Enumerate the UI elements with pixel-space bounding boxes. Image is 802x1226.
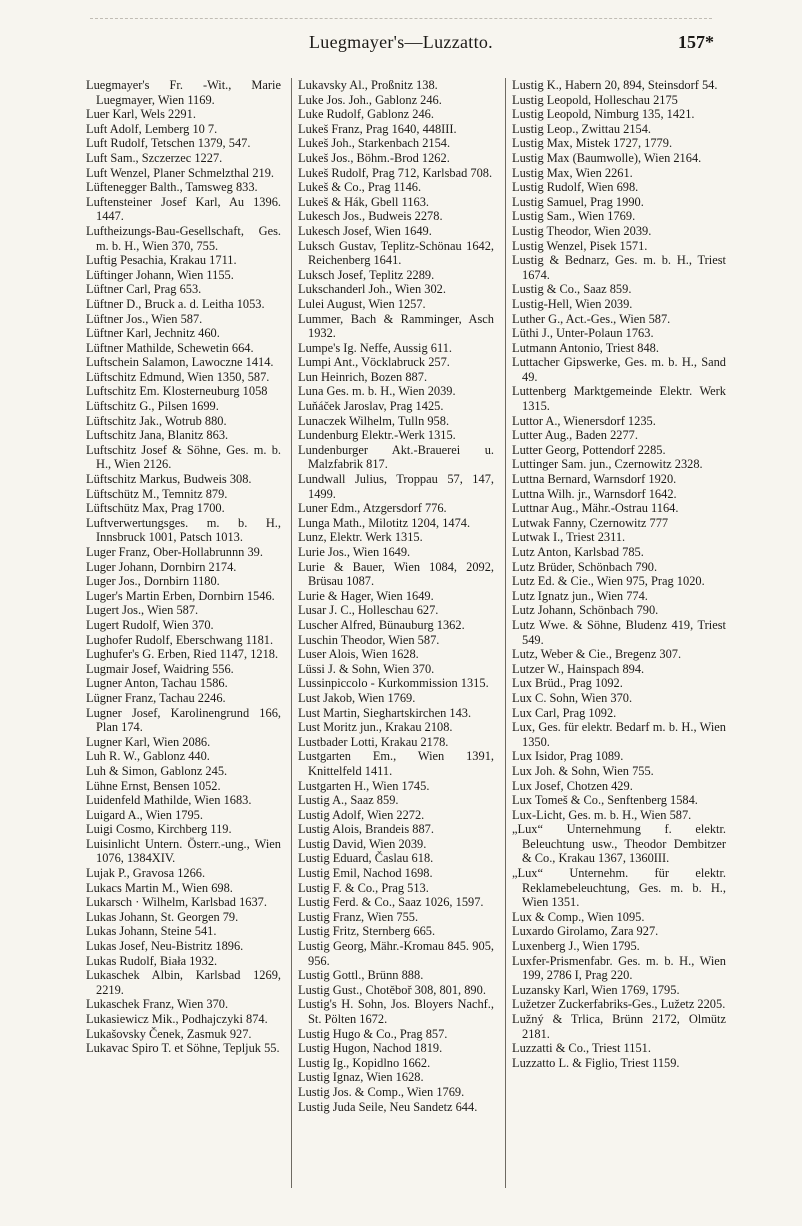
directory-entry: Lugner Anton, Tachau 1586. xyxy=(86,676,228,691)
directory-entry: Lukesch Jos., Budweis 2278. xyxy=(298,209,443,224)
directory-entry: Luftheizungs-Bau-Gesellschaft, Ges. m. b. H., Wien 370, 755. xyxy=(86,223,281,253)
directory-entry: Luidenfeld Mathilde, Wien 1683. xyxy=(86,793,252,808)
directory-entry: Lüssi J. & Sohn, Wien 370. xyxy=(298,661,435,676)
directory-entry: Luscher Alfred, Bünauburg 1362. xyxy=(298,617,465,632)
directory-entry: Lundenburger Akt.-Brauerei u. Malzfabrik 817. xyxy=(298,442,494,472)
directory-entry: Lutz Ignatz jun., Wien 774. xyxy=(512,588,648,603)
directory-entry: Lustig Ig., Kopidlno 1662. xyxy=(298,1055,431,1070)
directory-entry: Lüthi J., Unter-Polaun 1763. xyxy=(512,326,654,341)
directory-entry: Luegmayer's Fr. -Wit., Marie Luegmayer, Wien 1169. xyxy=(86,78,281,107)
directory-entry: Luzansky Karl, Wien 1769, 1795. xyxy=(512,982,680,997)
directory-entry: Luttor A., Wienersdorf 1235. xyxy=(512,413,656,428)
directory-entry: Lux Carl, Prag 1092. xyxy=(512,705,617,720)
directory-entry: Lustig Emil, Nachod 1698. xyxy=(298,866,433,881)
page-header xyxy=(0,30,802,56)
directory-entry: Luftverwertungsges. m. b. H., Innsbruck 1001, Patsch 1013. xyxy=(86,515,281,545)
directory-entry: Luzzatto L. & Figlio, Triest 1159. xyxy=(512,1055,680,1070)
directory-entry: Lutz, Weber & Cie., Bregenz 307. xyxy=(512,647,682,662)
directory-entry: Lustig & Bednarz, Ges. m. b. H., Triest 1674. xyxy=(512,253,726,282)
column-1 xyxy=(86,78,281,1198)
directory-entry: Lustig Samuel, Prag 1990. xyxy=(512,194,644,209)
directory-entry: Lulei August, Wien 1257. xyxy=(298,296,426,311)
directory-entry: „Lux“ Unternehmung f. elektr. Beleuchtung usw., Theodor Dembitzer & Co., Krakau 1367, 1360III. xyxy=(512,822,726,866)
directory-entry: Luner Edm., Atzgersdorf 776. xyxy=(298,501,447,516)
directory-entry: Luke Rudolf, Gablonz 246. xyxy=(298,107,434,122)
directory-entry: Lustig Max, Wien 2261. xyxy=(512,165,633,180)
directory-entry: Lutzer W., Hainspach 894. xyxy=(512,661,645,676)
directory-entry: Lustig Ferd. & Co., Saaz 1026, 1597. xyxy=(298,895,484,910)
directory-entry: Lunga Math., Milotitz 1204, 1474. xyxy=(298,515,471,530)
directory-entry: Lukeš & Hák, Gbell 1163. xyxy=(298,194,429,209)
directory-entry: Lužný & Trlica, Brünn 2172, Olmütz 2181. xyxy=(512,1012,726,1041)
directory-entry: Lugmair Josef, Waidring 556. xyxy=(86,661,234,676)
directory-entry: Lukeš Franz, Prag 1640, 448III. xyxy=(298,121,457,136)
directory-entry: Lustig Alois, Brandeis 887. xyxy=(298,822,434,837)
column-divider xyxy=(291,78,292,1188)
directory-entry: Lutmann Antonio, Triest 848. xyxy=(512,340,659,355)
directory-entry: Lux Joh. & Sohn, Wien 755. xyxy=(512,763,654,778)
directory-entry: Lust Martin, Sieghartskirchen 143. xyxy=(298,705,472,720)
directory-entry: Lux Isidor, Prag 1089. xyxy=(512,749,624,764)
page-number: 157* xyxy=(678,32,714,52)
directory-entry: Lundenburg Elektr.-Werk 1315. xyxy=(298,428,456,443)
directory-entry: Luer Karl, Wels 2291. xyxy=(86,107,196,122)
directory-entry: Lummer, Bach & Ramminger, Asch 1932. xyxy=(298,311,494,341)
directory-entry: Lutz Ed. & Cie., Wien 975, Prag 1020. xyxy=(512,574,705,589)
directory-entry: Lukaschek Franz, Wien 370. xyxy=(86,997,229,1012)
column-3 xyxy=(512,78,726,1198)
directory-entry: Luft Sam., Szczerzec 1227. xyxy=(86,150,223,165)
directory-entry: Lust Jakob, Wien 1769. xyxy=(298,690,416,705)
directory-entry: Lukasiewicz Mik., Podhajczyki 874. xyxy=(86,1012,268,1026)
directory-entry: Lukacs Martin M., Wien 698. xyxy=(86,880,233,895)
directory-entry: Luft Adolf, Lemberg 10 7. xyxy=(86,121,218,136)
directory-entry: Luzzatti & Co., Triest 1151. xyxy=(512,1041,651,1056)
directory-entry: Lughofer Rudolf, Eberschwang 1181. xyxy=(86,632,274,647)
directory-entry: Lux C. Sohn, Wien 370. xyxy=(512,690,633,705)
directory-entry: Luisinlicht Untern. Österr.-ung., Wien 1076, 1384XIV. xyxy=(86,836,281,866)
directory-entry: Luke Jos. Joh., Gablonz 246. xyxy=(298,92,442,107)
directory-entry: Lux Tomeš & Co., Senftenberg 1584. xyxy=(512,793,698,808)
directory-entry: Lundwall Julius, Troppau 57, 147, 1499. xyxy=(298,472,494,501)
directory-entry: Luttna Bernard, Warnsdorf 1920. xyxy=(512,472,677,487)
directory-entry: Lumpe's Ig. Neffe, Aussig 611. xyxy=(298,340,452,355)
directory-entry: Luftschitz Jana, Blanitz 863. xyxy=(86,428,229,443)
directory-entry: Lukaschek Albin, Karlsbad 1269, 2219. xyxy=(86,968,281,997)
directory-entry: Luigard A., Wien 1795. xyxy=(86,807,203,822)
directory-entry: Lustig David, Wien 2039. xyxy=(298,836,427,851)
directory-entry: Lutter Aug., Baden 2277. xyxy=(512,428,638,443)
directory-entry: Lüftner Mathilde, Schewetin 664. xyxy=(86,340,254,355)
directory-entry: Luttinger Sam. jun., Czernowitz 2328. xyxy=(512,457,703,472)
directory-entry: Lutz Brüder, Schönbach 790. xyxy=(512,559,658,574)
directory-entry: Lux & Comp., Wien 1095. xyxy=(512,909,645,924)
directory-entry: Lüftschütz M., Temnitz 879. xyxy=(86,486,228,501)
directory-entry: Lujak P., Gravosa 1266. xyxy=(86,866,206,881)
directory-entry: Lüftschitz G., Pilsen 1699. xyxy=(86,399,219,414)
directory-entry: Lustig Theodor, Wien 2039. xyxy=(512,223,652,238)
directory-entry: Luxfer-Prismenfabr. Ges. m. b. H., Wien 199, 2786 I, Prag 220. xyxy=(512,953,726,983)
directory-entry: Luftig Pesachia, Krakau 1711. xyxy=(86,253,237,268)
directory-entry: Lutz Anton, Karlsbad 785. xyxy=(512,545,644,559)
directory-entry: Lühne Ernst, Bensen 1052. xyxy=(86,778,221,793)
directory-entry: Lustig Gust., Chotěboř 308, 801, 890. xyxy=(298,982,486,997)
directory-entry: Luttnar Aug., Mähr.-Ostrau 1164. xyxy=(512,501,679,516)
directory-entry: Luger Johann, Dornbirn 2174. xyxy=(86,559,237,574)
directory-entry: Lutz Johann, Schönbach 790. xyxy=(512,603,659,618)
directory-entry: Lustig Eduard, Časlau 618. xyxy=(298,851,434,866)
directory-entry: Luger's Martin Erben, Dornbirn 1546. xyxy=(86,588,275,603)
directory-entry: Lustig Fritz, Sternberg 665. xyxy=(298,924,436,939)
directory-entry: Luxardo Girolamo, Zara 927. xyxy=(512,924,659,939)
directory-entry: Lukavsky Al., Proßnitz 138. xyxy=(298,78,438,92)
directory-entry: Lustig Adolf, Wien 2272. xyxy=(298,807,425,822)
directory-entry: Lustig Sam., Wien 1769. xyxy=(512,209,636,224)
directory-entry: Lux, Ges. für elektr. Bedarf m. b. H., Wien 1350. xyxy=(512,720,726,749)
directory-entry: Lurie & Hager, Wien 1649. xyxy=(298,588,434,603)
directory-entry: Lustig Hugon, Nachod 1819. xyxy=(298,1041,443,1056)
directory-entry: Lustig F. & Co., Prag 513. xyxy=(298,880,429,895)
directory-columns xyxy=(86,78,726,1198)
directory-entry: Luftensteiner Josef Karl, Au 1396. 1447. xyxy=(86,194,281,224)
directory-entry: Lutwak Fanny, Czernowitz 777 xyxy=(512,515,669,530)
directory-entry: Lüftschitz Jak., Wotrub 880. xyxy=(86,413,227,428)
directory-entry: Lukarsch · Wilhelm, Karlsbad 1637. xyxy=(86,895,267,910)
directory-entry: Lustig-Hell, Wien 2039. xyxy=(512,296,633,311)
directory-entry: Lukeš Rudolf, Prag 712, Karlsbad 708. xyxy=(298,165,493,180)
directory-entry: Lurie & Bauer, Wien 1084, 2092, Brüsau 1087. xyxy=(298,559,494,589)
directory-entry: Lun Heinrich, Bozen 887. xyxy=(298,369,428,384)
directory-entry: Lüftner Karl, Jechnitz 460. xyxy=(86,326,220,341)
directory-entry: Lüftenegger Balth., Tamsweg 833. xyxy=(86,180,258,195)
directory-entry: Lutwak I., Triest 2311. xyxy=(512,530,626,545)
directory-entry: Lustbader Lotti, Krakau 2178. xyxy=(298,734,449,749)
directory-entry: Lustig Leopold, Holleschau 2175 xyxy=(512,92,678,107)
directory-entry: Lugner Karl, Wien 2086. xyxy=(86,734,211,749)
directory-entry: Lustig's H. Sohn, Jos. Bloyers Nachf., St. Pölten 1672. xyxy=(298,997,494,1026)
directory-entry: Lustig Rudolf, Wien 698. xyxy=(512,180,639,195)
directory-entry: Lüftner D., Bruck a. d. Leitha 1053. xyxy=(86,296,265,311)
directory-entry: Lurie Jos., Wien 1649. xyxy=(298,545,411,559)
directory-entry: Lustgarten H., Wien 1745. xyxy=(298,778,430,793)
directory-entry: Lughufer's G. Erben, Ried 1147, 1218. xyxy=(86,647,279,662)
directory-entry: Lukeš Jos., Böhm.-Brod 1262. xyxy=(298,150,450,165)
directory-entry: Lustig Max (Baumwolle), Wien 2164. xyxy=(512,150,702,165)
column-divider xyxy=(505,78,506,1188)
directory-entry: Lukas Josef, Neu-Bistritz 1896. xyxy=(86,939,244,954)
directory-entry: Lustig Gottl., Brünn 888. xyxy=(298,968,424,983)
directory-entry: Lutter Georg, Pottendorf 2285. xyxy=(512,442,666,457)
directory-entry: Lux Brüd., Prag 1092. xyxy=(512,676,623,691)
directory-entry: Lustig Leopold, Nimburg 135, 1421. xyxy=(512,107,695,122)
directory-entry: Lustig Leop., Zwittau 2154. xyxy=(512,121,652,136)
directory-entry: Luft Wenzel, Planer Schmelzthal 219. xyxy=(86,165,275,180)
directory-entry: Lustgarten Em., Wien 1391, Knittelfeld 1411. xyxy=(298,749,494,778)
directory-entry: Luňáček Jaroslav, Prag 1425. xyxy=(298,399,444,414)
directory-entry: Luft Rudolf, Tetschen 1379, 547. xyxy=(86,136,251,151)
directory-entry: Lukas Rudolf, Biała 1932. xyxy=(86,953,218,968)
directory-entry: Luksch Josef, Teplitz 2289. xyxy=(298,267,435,282)
directory-entry: Lüftner Carl, Prag 653. xyxy=(86,282,202,297)
directory-entry: Lux-Licht, Ges. m. b. H., Wien 587. xyxy=(512,807,692,822)
directory-entry: Lustig Hugo & Co., Prag 857. xyxy=(298,1026,448,1041)
directory-entry: Luftschitz Em. Klosterneuburg 1058 xyxy=(86,384,268,399)
directory-entry: Lustig Ignaz, Wien 1628. xyxy=(298,1070,424,1085)
directory-entry: Lukas Johann, St. Georgen 79. xyxy=(86,909,239,924)
top-rule xyxy=(90,18,712,19)
directory-entry: Lukeš & Co., Prag 1146. xyxy=(298,180,422,195)
directory-entry: Lüftschütz Max, Prag 1700. xyxy=(86,501,225,516)
directory-entry: Lutz Wwe. & Söhne, Bludenz 419, Triest 549. xyxy=(512,617,726,647)
directory-entry: Lugert Jos., Wien 587. xyxy=(86,603,199,618)
directory-entry: Luser Alois, Wien 1628. xyxy=(298,647,419,662)
directory-entry: Luksch Gustav, Teplitz-Schönau 1642, Reichenberg 1641. xyxy=(298,238,494,268)
directory-entry: Luttacher Gipswerke, Ges. m. b. H., Sand 49. xyxy=(512,355,726,384)
directory-entry: Lusar J. C., Holleschau 627. xyxy=(298,603,439,618)
directory-entry: Lugert Rudolf, Wien 370. xyxy=(86,617,214,632)
directory-entry: Lustig Georg, Mähr.-Kromau 845. 905, 956. xyxy=(298,939,494,968)
directory-entry: „Lux“ Unternehm. für elektr. Reklamebeleuchtung, Ges. m. b. H., Wien 1351. xyxy=(512,866,726,910)
directory-entry: Lustig Max, Mistek 1727, 1779. xyxy=(512,136,673,151)
page-title: Luegmayer's—Luzzatto. xyxy=(309,32,493,52)
directory-entry: Lux Josef, Chotzen 429. xyxy=(512,778,633,793)
directory-entry: Lukavac Spiro T. et Söhne, Tepljuk 55. xyxy=(86,1041,280,1056)
directory-entry: Lumpi Ant., Vöcklabruck 257. xyxy=(298,355,450,370)
directory-entry: Lukas Johann, Steine 541. xyxy=(86,924,217,939)
directory-entry: Lüftner Jos., Wien 587. xyxy=(86,311,203,326)
directory-entry: Luftschitz Josef & Söhne, Ges. m. b. H., Wien 2126. xyxy=(86,442,281,472)
directory-entry: Luttenberg Marktgemeinde Elektr. Werk 1315. xyxy=(512,384,726,414)
directory-entry: Lustig Wenzel, Pisek 1571. xyxy=(512,238,648,253)
directory-entry: Lugner Josef, Karolinengrund 166, Plan 174. xyxy=(86,705,281,735)
directory-entry: Lukschanderl Joh., Wien 302. xyxy=(298,282,446,297)
directory-entry: Lustig & Co., Saaz 859. xyxy=(512,282,632,297)
directory-entry: Lukeš Joh., Starkenbach 2154. xyxy=(298,136,451,151)
directory-entry: Luschin Theodor, Wien 587. xyxy=(298,632,440,647)
directory-entry: Lužetzer Zuckerfabriks-Ges., Lužetz 2205. xyxy=(512,997,726,1012)
directory-entry: Lustig Juda Seile, Neu Sandetz 644. xyxy=(298,1099,478,1114)
directory-entry: Luttna Wilh. jr., Warnsdorf 1642. xyxy=(512,486,677,501)
directory-entry: Lunz, Elektr. Werk 1315. xyxy=(298,530,423,545)
directory-entry: Lügner Franz, Tachau 2246. xyxy=(86,690,226,705)
directory-entry: Lukašovsky Čenek, Zasmuk 927. xyxy=(86,1026,252,1041)
directory-entry: Lüftschitz Edmund, Wien 1350, 587. xyxy=(86,369,270,384)
directory-entry: Luger Franz, Ober-Hollabrunnn 39. xyxy=(86,545,263,559)
directory-entry: Luh R. W., Gablonz 440. xyxy=(86,749,210,764)
directory-entry: Luh & Simon, Gablonz 245. xyxy=(86,763,228,778)
directory-entry: Lustig Franz, Wien 755. xyxy=(298,909,419,924)
directory-entry: Luftschein Salamon, Lawoczne 1414. xyxy=(86,355,274,370)
column-2 xyxy=(298,78,494,1198)
directory-entry: Lustig Jos. & Comp., Wien 1769. xyxy=(298,1084,465,1099)
directory-entry: Lustig A., Saaz 859. xyxy=(298,793,399,808)
directory-entry: Luigi Cosmo, Kirchberg 119. xyxy=(86,822,232,837)
directory-entry: Luther G., Act.-Ges., Wien 587. xyxy=(512,311,671,326)
directory-entry: Lust Moritz jun., Krakau 2108. xyxy=(298,720,453,735)
directory-entry: Lunaczek Wilhelm, Tulln 958. xyxy=(298,413,450,428)
directory-entry: Luger Jos., Dornbirn 1180. xyxy=(86,574,220,589)
directory-entry: Lussinpiccolo - Kurkommission 1315. xyxy=(298,676,489,691)
directory-entry: Luxenberg J., Wien 1795. xyxy=(512,939,640,954)
directory-entry: Lukesch Josef, Wien 1649. xyxy=(298,223,432,238)
directory-entry: Lustig K., Habern 20, 894, Steinsdorf 54. xyxy=(512,78,718,92)
directory-entry: Lüftschitz Markus, Budweis 308. xyxy=(86,472,252,487)
directory-entry: Luna Ges. m. b. H., Wien 2039. xyxy=(298,384,456,399)
directory-entry: Lüftinger Johann, Wien 1155. xyxy=(86,267,234,282)
